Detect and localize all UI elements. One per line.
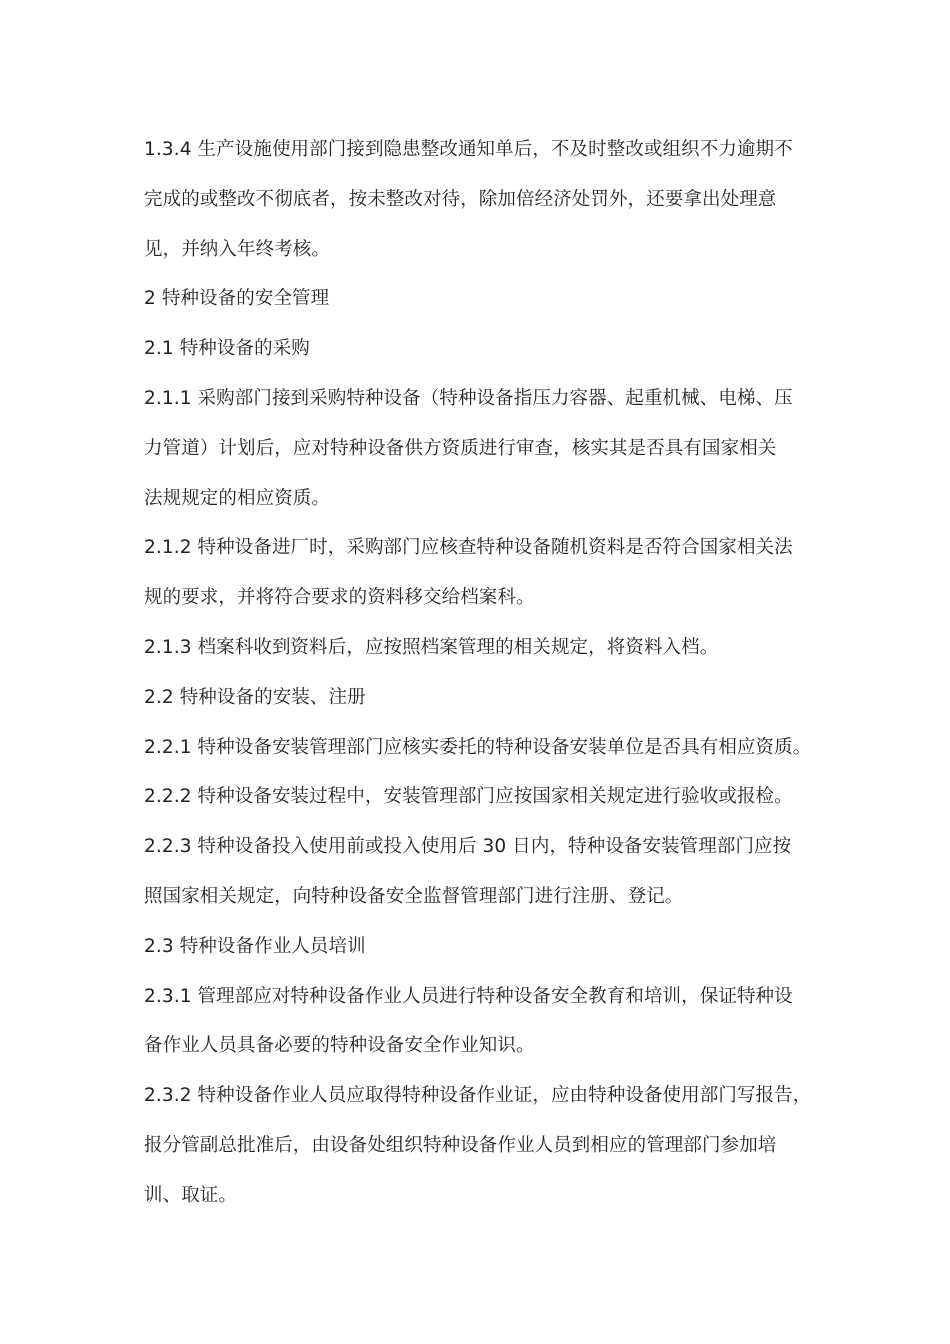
text-line-15: 2.2.3 特种设备投入使用前或投入使用后 30 日内，特种设备安装管理部门应按 <box>144 836 792 858</box>
text-line-13: 2.2.1 特种设备安装管理部门应核实委托的特种设备安装单位是否具有相应资质。 <box>144 736 812 758</box>
text-line-21: 报分管副总批准后，由设备处组织特种设备作业人员到相应的管理部门参加培 <box>144 1134 777 1156</box>
text-line-7: 力管道）计划后，应对特种设备供方资质进行审查，核实其是否具有国家相关 <box>144 437 777 459</box>
text-line-22: 训、取证。 <box>144 1184 238 1206</box>
section-heading-2: 2 特种设备的安全管理 <box>144 288 330 310</box>
document-body <box>144 125 824 1221</box>
text-line-1: 1.3.4 生产设施使用部门接到隐患整改通知单后，不及时整改或组织不力逾期不 <box>144 139 793 160</box>
text-line-9: 2.1.2 特种设备进厂时，采购部门应核查特种设备随机资料是否符合国家相关法 <box>144 537 793 559</box>
text-line-10: 规的要求，并将符合要求的资料移交给档案科。 <box>144 587 535 609</box>
text-line-14: 2.2.2 特种设备安装过程中，安装管理部门应按国家相关规定进行验收或报检。 <box>144 786 793 808</box>
text-line-16: 照国家相关规定，向特种设备安全监督管理部门进行注册、登记。 <box>144 885 684 907</box>
text-line-3: 见，并纳入年终考核。 <box>144 238 331 260</box>
section-heading-2-3: 2.3 特种设备作业人员培训 <box>144 935 366 957</box>
text-line-20: 2.3.2 特种设备作业人员应取得特种设备作业证，应由特种设备使用部门写报告， <box>144 1085 812 1107</box>
section-heading-2-1: 2.1 特种设备的采购 <box>144 338 310 360</box>
text-line-19: 备作业人员具备必要的特种设备安全作业知识。 <box>144 1035 535 1057</box>
text-line-2: 完成的或整改不彻底者，按未整改对待，除加倍经济处罚外，还要拿出处理意 <box>144 188 777 210</box>
text-line-11: 2.1.3 档案科收到资料后，应按照档案管理的相关规定，将资料入档。 <box>144 636 719 658</box>
text-line-18: 2.3.1 管理部应对特种设备作业人员进行特种设备安全教育和培训，保证特种设 <box>144 985 793 1007</box>
text-line-6: 2.1.1 采购部门接到采购特种设备（特种设备指压力容器、起重机械、电梯、压 <box>144 387 793 409</box>
section-heading-2-2: 2.2 特种设备的安装、注册 <box>144 686 366 708</box>
text-line-8: 法规规定的相应资质。 <box>144 487 331 509</box>
